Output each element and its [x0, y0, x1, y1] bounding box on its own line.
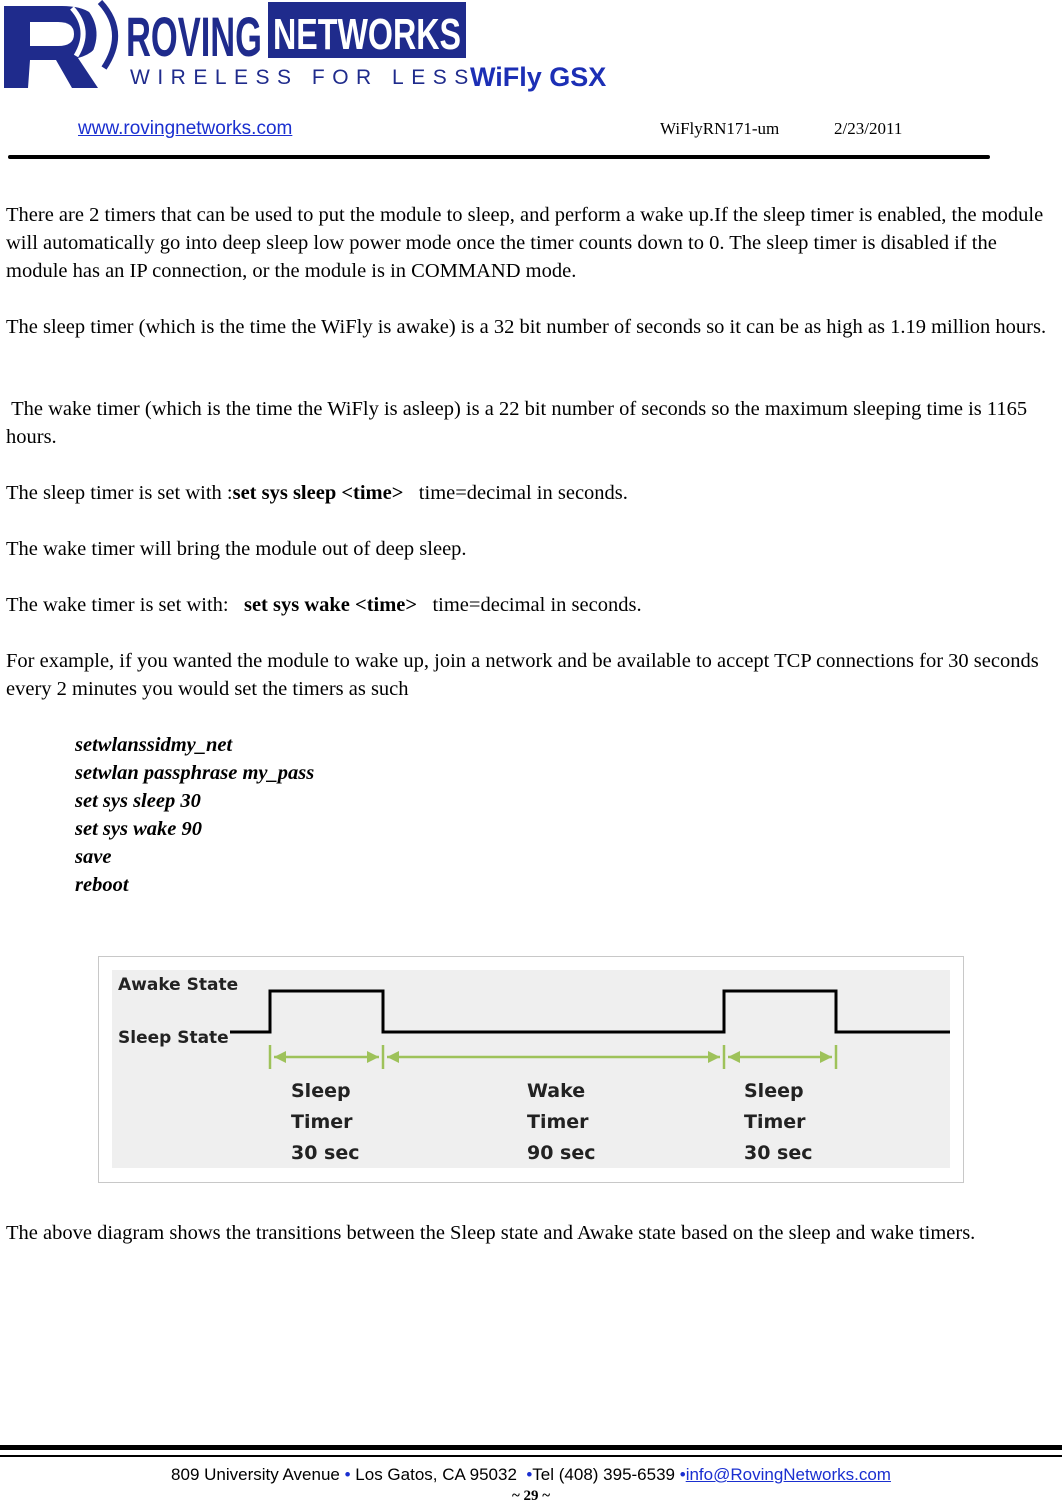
logo-word-roving: ROVING: [126, 5, 262, 68]
header-rule: [8, 155, 990, 159]
awake-state-label: Awake State: [118, 975, 239, 995]
segment-label-line3: 30 sec: [291, 1142, 360, 1164]
paragraph-example: For example, if you wanted the module to wake up, join a network and be available to accept TCP connections for 30 seconds every 2 minutes you would set the timers as such: [6, 650, 1039, 700]
paragraph-wake-timer: The wake timer (which is the time the WiFly is asleep) is a 22 bit number of seconds so the maximum sleeping time is 1165 hours.: [6, 398, 1033, 448]
document-date: 2/23/2011: [834, 119, 903, 138]
paragraph-wake-command: [6, 591, 1058, 619]
logo-tagline: WIRELESS FOR LESS: [130, 66, 476, 89]
page-number: ~ 29 ~: [511, 1488, 551, 1504]
bullet: •: [526, 1465, 533, 1484]
footer-rule: [0, 1445, 1062, 1450]
command-line: set sys wake 90: [75, 818, 202, 840]
logo-word-networks: NETWORKS: [273, 10, 461, 59]
footer-address: 809 University Avenue: [171, 1465, 345, 1484]
segment-label-line3: 30 sec: [744, 1142, 813, 1164]
segment-label-line1: Sleep: [291, 1080, 351, 1102]
document-id: WiFlyRN171-um: [660, 119, 780, 138]
wake-command-note: time=decimal in seconds.: [417, 594, 642, 616]
paragraph-timers-intro: There are 2 timers that can be used to put the module to sleep, and perform a wake up.If the sleep timer is enabled, the module will automatically go into deep sleep low power mode once the timer counts down to 0. The sleep timer is disabled if the module has an IP connection, or the module is in COMMAND mode.: [6, 204, 1044, 282]
paragraph-sleep-timer: The sleep timer (which is the time the WiFly is awake) is a 32 bit number of seconds so it can be as high as 1.19 million hours.: [6, 316, 1047, 338]
paragraph-sleep-command: [6, 479, 1058, 507]
segment-label-line1: Sleep: [744, 1080, 804, 1102]
wake-command: set sys wake <time>: [243, 594, 418, 616]
segment-label-line2: Timer: [744, 1111, 806, 1133]
segment-label-line3: 90 sec: [527, 1142, 596, 1164]
website-link[interactable]: www.rovingnetworks.com: [78, 118, 293, 139]
command-line: set sys sleep 30: [75, 790, 201, 812]
footer-phone: Tel (408) 395-6539: [532, 1465, 680, 1484]
segment-label-line2: Timer: [527, 1111, 589, 1133]
segment-label-line2: Timer: [291, 1111, 353, 1133]
paragraph-diagram-caption: The above diagram shows the transitions between the Sleep state and Awake state based on the sleep and wake timers.: [6, 1222, 976, 1244]
product-title: WiFly GSX: [470, 62, 607, 92]
sleep-command-note: time=decimal in seconds.: [403, 482, 628, 504]
sleep-command: set sys sleep <time>: [232, 482, 404, 504]
footer-city: Los Gatos, CA 95032: [350, 1465, 527, 1484]
bullet: •: [679, 1465, 686, 1484]
bullet: •: [344, 1465, 351, 1484]
diagram-panel: [112, 970, 950, 1168]
wake-command-intro: The wake timer is set with:: [6, 594, 244, 616]
footer-contact: [0, 1465, 1062, 1485]
sleep-command-intro: The sleep timer is set with :: [6, 482, 233, 504]
footer-email-link[interactable]: info@RovingNetworks.com: [685, 1465, 891, 1484]
footer-rule-thin: [0, 1455, 1062, 1457]
sleep-state-label: Sleep State: [118, 1028, 229, 1048]
command-line: setwlanssidmy_net: [75, 734, 233, 756]
sleep-wake-timing-diagram: [98, 956, 964, 1183]
command-line: setwlan passphrase my_pass: [75, 762, 315, 784]
command-line: reboot: [75, 874, 129, 896]
command-line: save: [75, 846, 112, 868]
segment-label-line1: Wake: [527, 1080, 586, 1102]
paragraph-wake-description: The wake timer will bring the module out of deep sleep.: [6, 538, 467, 560]
